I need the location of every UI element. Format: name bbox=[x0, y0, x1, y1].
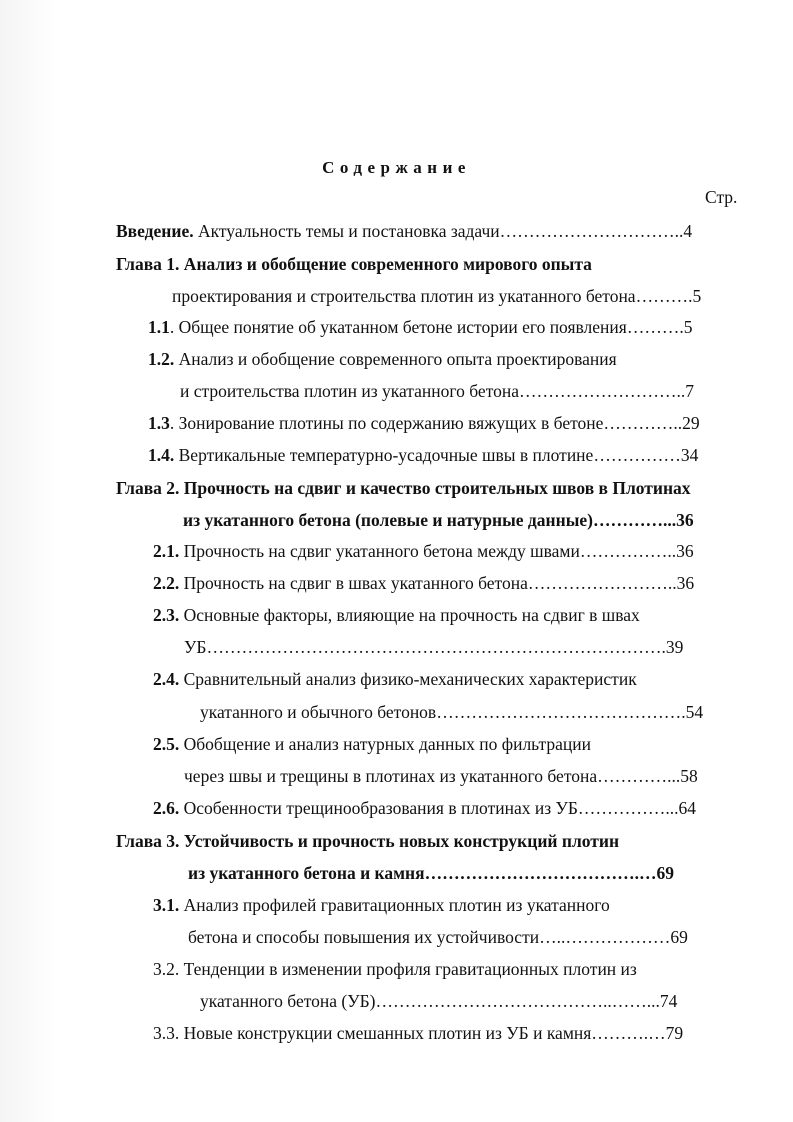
toc-entry-3-1-continuation: бетона и способы повышения их устойчивости…..………………69 bbox=[188, 927, 688, 947]
toc-entry-2-4-continuation: укатанного и обычного бетонов…………………………………….54 bbox=[200, 702, 704, 722]
toc-entry-1-1 bbox=[148, 316, 692, 338]
toc-entry-number: 2.4. bbox=[153, 669, 180, 689]
toc-chapter-3-continuation: из укатанного бетона и камня……………………………….…69 bbox=[188, 863, 674, 883]
toc-entry-number: 1.1 bbox=[148, 317, 170, 337]
toc-entry-number: 2.1. bbox=[153, 541, 180, 561]
page-title: Содержание bbox=[322, 158, 471, 177]
toc-entry-2-4 bbox=[153, 668, 637, 690]
toc-entry-number: 1.2. bbox=[148, 349, 175, 369]
toc-entry-3-3 bbox=[153, 1022, 683, 1044]
toc-entry-text: Тенденции в изменении профиля гравитационных плотин из bbox=[179, 959, 637, 979]
toc-entry-number: 3.3. bbox=[153, 1023, 180, 1043]
toc-entry-2-2 bbox=[153, 572, 694, 594]
toc-entry-number: 2.5. bbox=[153, 734, 180, 754]
toc-entry-number: 2.3. bbox=[153, 605, 180, 625]
toc-entry-2-3-continuation: УБ…………………………………………………………………….39 bbox=[184, 637, 684, 657]
toc-entry-number: 2.2. bbox=[153, 573, 180, 593]
toc-entry-text: Новые конструкции смешанных плотин из УБ и камня……….…79 bbox=[179, 1023, 684, 1043]
toc-entry-number: 2.6. bbox=[153, 798, 180, 818]
toc-entry-1-2-continuation: и строительства плотин из укатанного бетона………………………..7 bbox=[180, 381, 694, 401]
toc-entry-text: Вертикальные температурно-усадочные швы в плотине……………34 bbox=[174, 445, 699, 465]
toc-entry-1-2 bbox=[148, 348, 617, 370]
toc-entry-3-2 bbox=[153, 958, 637, 980]
toc-entry-1-4 bbox=[148, 444, 698, 466]
toc-introduction-heading: Введение. bbox=[116, 221, 194, 241]
toc-entry-introduction bbox=[116, 220, 692, 242]
toc-entry-number: 1.3 bbox=[148, 413, 170, 433]
toc-entry-text: Сравнительный анализ физико-механических характеристик bbox=[179, 669, 637, 689]
toc-entry-text: Основные факторы, влияющие на прочность на сдвиг в швах bbox=[179, 605, 640, 625]
toc-entry-text: Прочность на сдвиг в швах укатанного бетона……………………..36 bbox=[179, 573, 695, 593]
toc-entry-3-2-continuation: укатанного бетона (УБ)…………………………………..……...74 bbox=[200, 991, 678, 1011]
toc-entry-2-5-continuation: через швы и трещины в плотинах из укатанного бетона…………...58 bbox=[184, 766, 698, 786]
toc-entry-2-5 bbox=[153, 733, 591, 755]
toc-entry-number: 3.1. bbox=[153, 895, 180, 915]
toc-chapter-1-continuation: проектирования и строительства плотин из укатанного бетона……….5 bbox=[172, 286, 702, 306]
toc-entry-2-3 bbox=[153, 604, 640, 626]
toc-entry-number: 1.4. bbox=[148, 445, 175, 465]
toc-chapter-3-heading: Глава 3. Устойчивость и прочность новых конструкций плотин bbox=[116, 831, 620, 851]
toc-chapter-2-continuation: из укатанного бетона (полевые и натурные данные)…………...36 bbox=[183, 510, 694, 530]
toc-entry-text: Прочность на сдвиг укатанного бетона между швами……………..36 bbox=[179, 541, 694, 561]
toc-chapter-1-heading: Глава 1. Анализ и обобщение современного мирового опыта bbox=[116, 254, 592, 274]
toc-entry-3-1 bbox=[153, 894, 610, 916]
toc-entry-text: Особенности трещинообразования в плотинах из УБ……………...64 bbox=[179, 798, 697, 818]
toc-entry-1-3 bbox=[148, 412, 700, 434]
toc-entry-text: . Общее понятие об укатанном бетоне истории его появления……….5 bbox=[169, 317, 693, 337]
toc-entry-number: 3.2. bbox=[153, 959, 180, 979]
toc-entry-2-6 bbox=[153, 797, 696, 819]
toc-chapter-2-heading: Глава 2. Прочность на сдвиг и качество строительных швов в Плотинах bbox=[116, 478, 691, 498]
toc-entry-text: Обобщение и анализ натурных данных по фильтрации bbox=[179, 734, 591, 754]
page-column-label: Стр. bbox=[705, 187, 738, 207]
toc-introduction-text: Актуальность темы и постановка задачи…………………………..4 bbox=[197, 221, 693, 241]
toc-entry-text: Анализ профилей гравитационных плотин из укатанного bbox=[179, 895, 610, 915]
toc-entry-text: Анализ и обобщение современного опыта проектирования bbox=[174, 349, 617, 369]
toc-entry-text: . Зонирование плотины по содержанию вяжущих в бетоне…………..29 bbox=[169, 413, 700, 433]
toc-entry-2-1 bbox=[153, 540, 694, 562]
